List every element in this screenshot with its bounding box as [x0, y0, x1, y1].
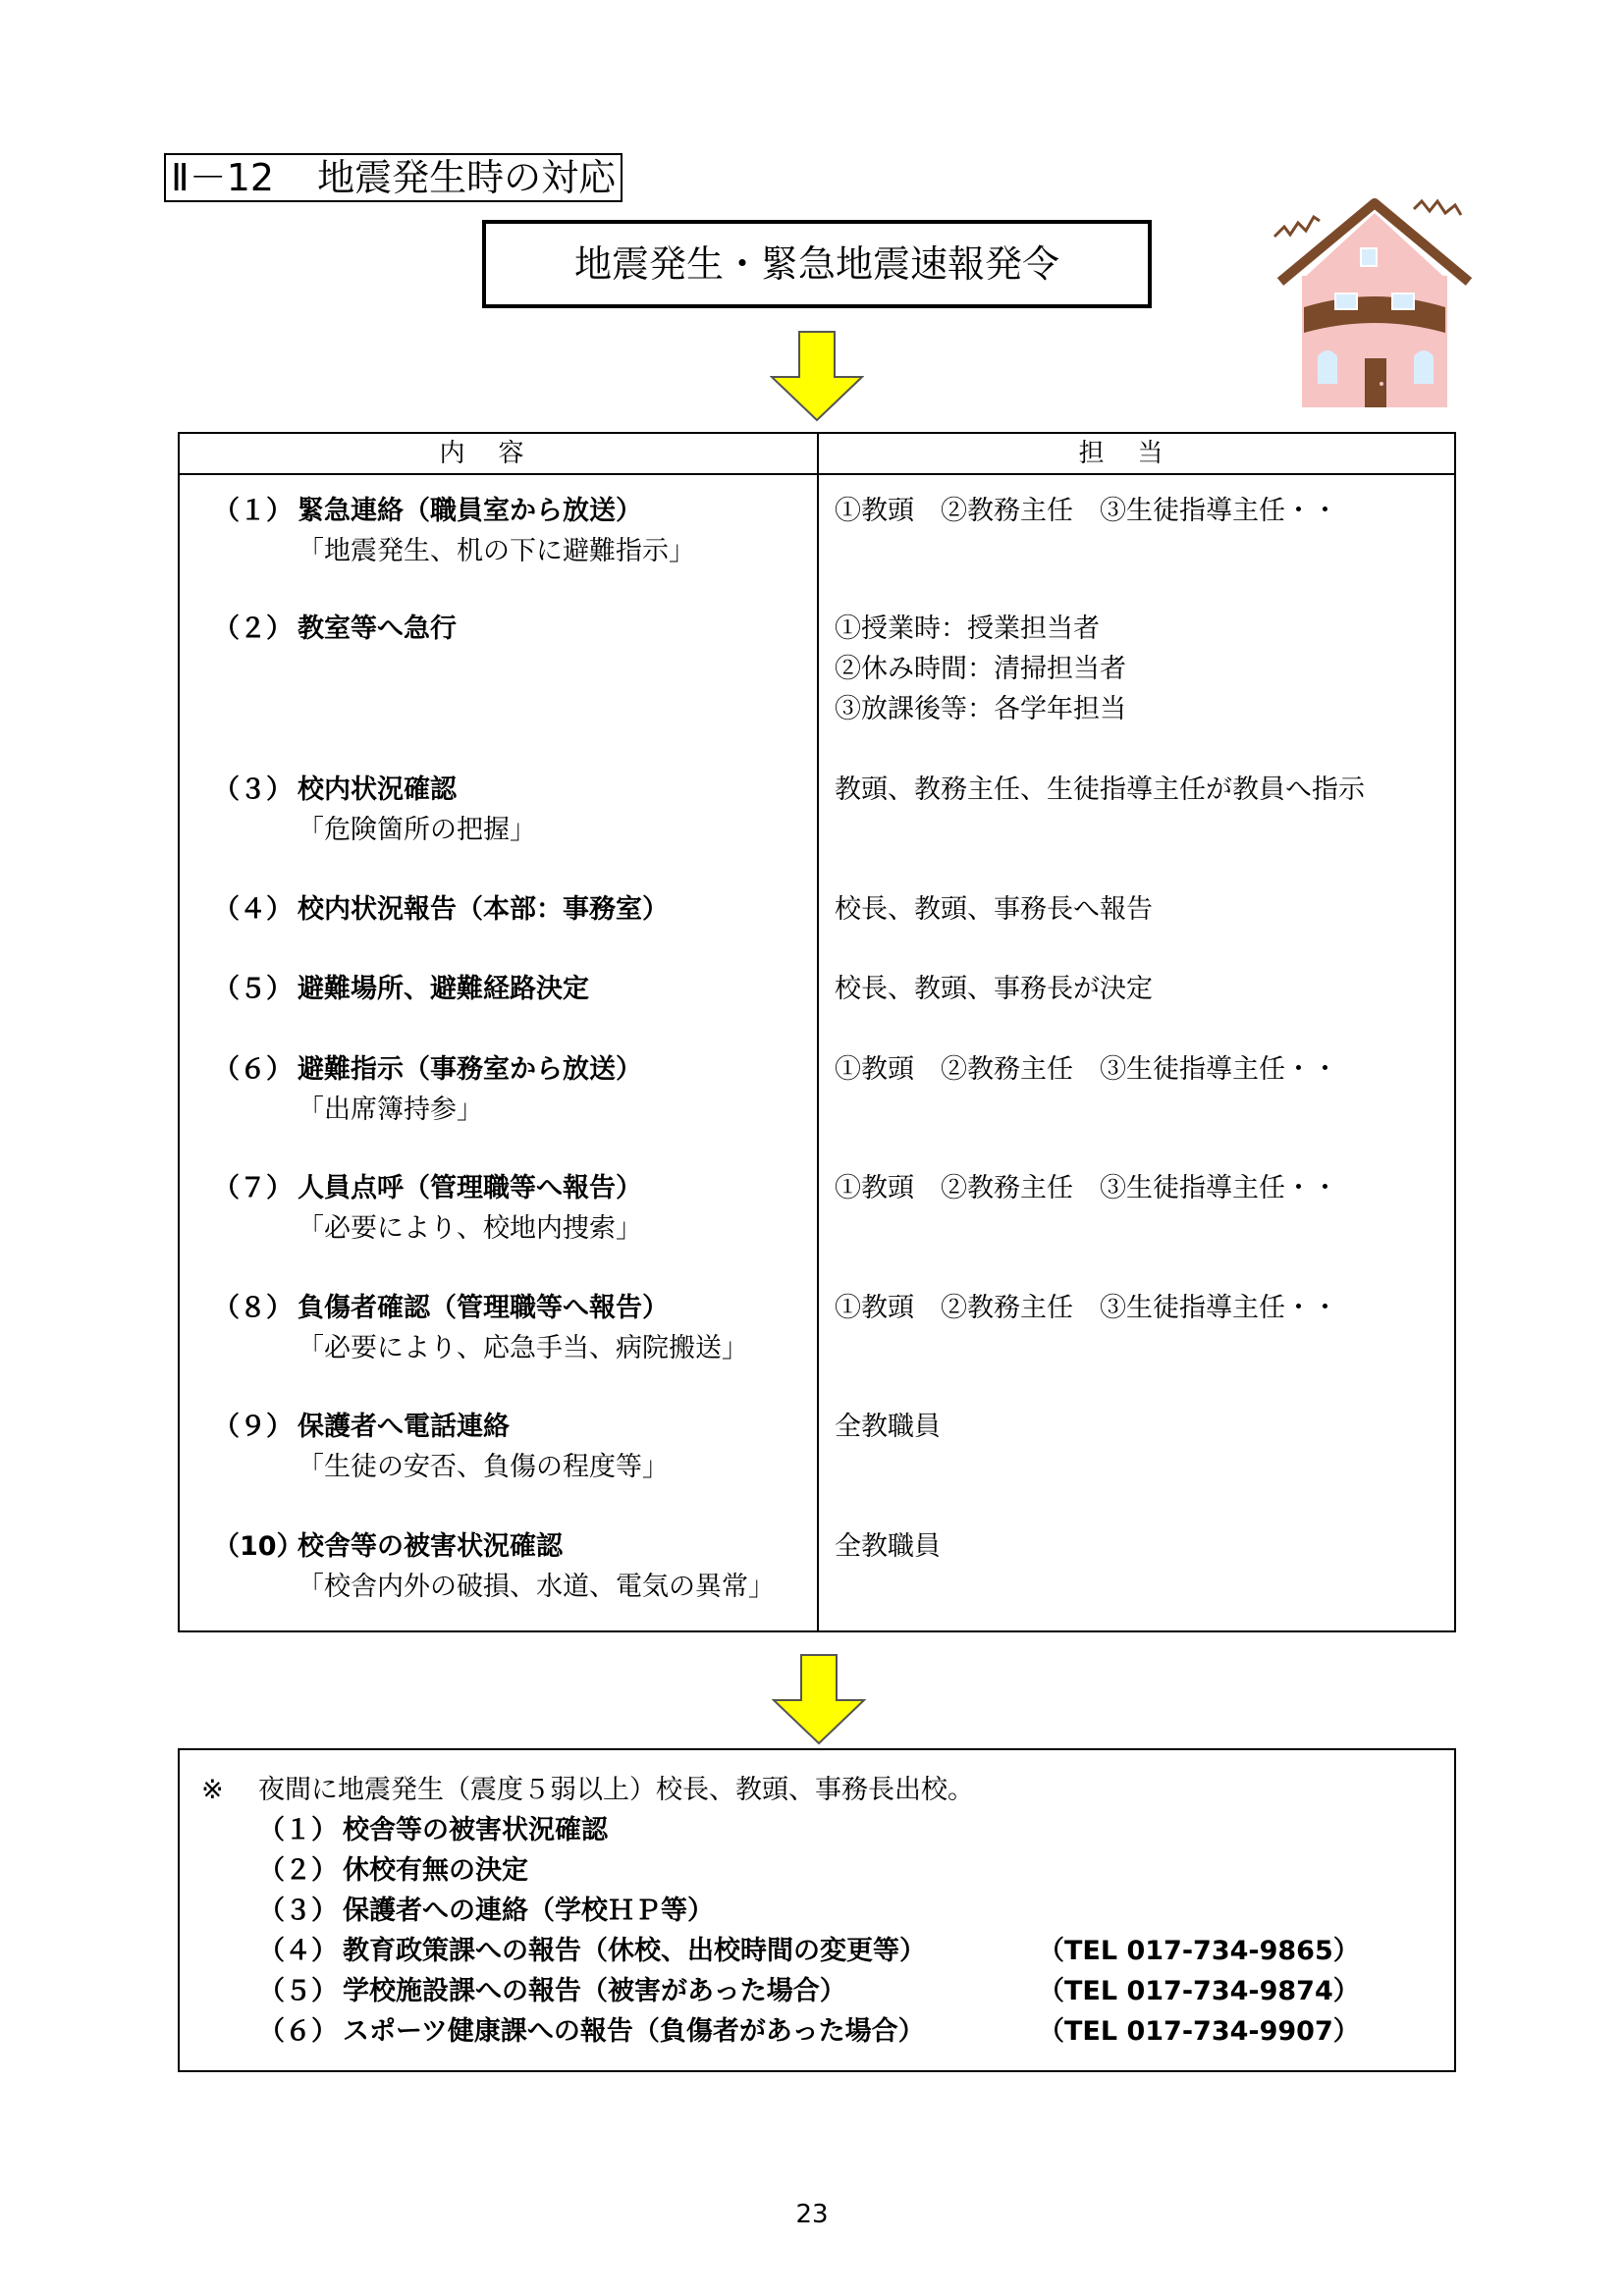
responsible-line: ③放課後等：各学年担当 [835, 694, 1126, 724]
night-list-item [201, 1810, 1454, 1850]
row-content [213, 609, 812, 649]
row-heading-text: 校内状況確認 [298, 774, 457, 805]
responsible-line: 全教職員 [835, 1531, 941, 1562]
row-content [213, 1168, 812, 1249]
night-list-item [201, 1891, 1454, 1931]
row-number: （５） [213, 974, 293, 1004]
responsible-line: 教頭、教務主任、生徒指導主任が教員へ指示 [835, 774, 1365, 805]
row-number: （９） [213, 1412, 293, 1442]
arrow-down-icon [772, 1653, 866, 1745]
row-detail: 「危険箇所の把握」 [298, 815, 536, 845]
row-detail: 「出席簿持参」 [298, 1095, 483, 1125]
night-item-text: スポーツ健康課への報告（負傷者があった場合） [343, 2016, 925, 2047]
row-detail: 「生徒の安否、負傷の程度等」 [298, 1452, 669, 1482]
row-heading-text: 校舎等の被害状況確認 [298, 1531, 563, 1562]
responsible-line: ②休み時間：清掃担当者 [835, 654, 1126, 684]
phone-number: （TEL 017-734-9865） [1038, 1936, 1360, 1966]
responsible-line: ①教頭 ②教務主任 ③生徒指導主任・・ [835, 496, 1338, 526]
night-item-number: （２） [258, 1855, 338, 1886]
row-responsible [835, 770, 1453, 810]
header-content: 内容 [439, 439, 558, 468]
row-detail: 「地震発生、机の下に避難指示」 [298, 536, 695, 566]
phone-number: （TEL 017-734-9874） [1038, 1976, 1360, 2006]
section-title-text: 地震発生時の対応 [317, 156, 617, 199]
responsible-line: 校長、教頭、事務長へ報告 [835, 894, 1153, 925]
row-number: （３） [213, 774, 293, 805]
night-note [201, 1770, 1454, 1810]
row-heading-text: 校内状況報告（本部：事務室） [298, 894, 669, 925]
night-note-text: 夜間に地震発生（震度５弱以上）校長、教頭、事務長出校。 [258, 1775, 974, 1805]
night-item-text: 休校有無の決定 [343, 1855, 528, 1886]
row-responsible [835, 1407, 1453, 1447]
row-content [213, 969, 812, 1009]
responsible-line: ①授業時：授業担当者 [835, 614, 1100, 644]
row-heading [213, 491, 812, 531]
phone-number: （TEL 017-734-9907） [1038, 2016, 1360, 2047]
row-responsible [835, 1168, 1453, 1208]
row-content [213, 1407, 812, 1487]
row-number: （２） [213, 614, 293, 644]
night-item-number: （１） [258, 1815, 338, 1845]
row-heading-text: 人員点呼（管理職等へ報告） [298, 1173, 642, 1203]
row-responsible [835, 1526, 1453, 1567]
row-content [213, 491, 812, 571]
row-content [213, 1526, 812, 1607]
house-shaking-icon [1267, 191, 1483, 412]
night-list-item [201, 2011, 1454, 2052]
row-content [213, 770, 812, 850]
row-heading-text: 負傷者確認（管理職等へ報告） [298, 1293, 669, 1323]
page-number: 23 [795, 2200, 829, 2229]
section-number: Ⅱ－12 [171, 156, 275, 199]
night-item-number: （３） [258, 1896, 338, 1926]
header-responsible: 担当 [1078, 439, 1197, 468]
night-response-box [178, 1748, 1456, 2072]
row-responsible [835, 491, 1453, 531]
row-number: （10） [213, 1531, 303, 1562]
night-list-item [201, 1931, 1454, 1971]
row-number: （４） [213, 894, 293, 925]
row-content [213, 1288, 812, 1368]
night-item-number: （５） [258, 1976, 338, 2006]
arrow-down-icon [770, 330, 864, 422]
row-responsible [835, 609, 1453, 729]
trigger-box: 地震発生・緊急地震速報発令 [482, 220, 1152, 308]
responsible-line: 校長、教頭、事務長が決定 [835, 974, 1153, 1004]
row-content [213, 889, 812, 930]
row-number: （１） [213, 496, 293, 526]
row-heading [213, 889, 812, 930]
responsible-line: 全教職員 [835, 1412, 941, 1442]
row-heading [213, 1526, 812, 1567]
row-detail: 「校舎内外の破損、水道、電気の異常」 [298, 1572, 775, 1602]
row-heading [213, 609, 812, 649]
night-item-number: （４） [258, 1936, 338, 1966]
night-item-text: 学校施設課への報告（被害があった場合） [343, 1976, 846, 2006]
response-table [178, 432, 1456, 1632]
row-responsible [835, 969, 1453, 1009]
row-heading [213, 1049, 812, 1090]
row-responsible [835, 889, 1453, 930]
night-item-text: 教育政策課への報告（休校、出校時間の変更等） [343, 1936, 926, 1966]
night-list-item [201, 1850, 1454, 1891]
responsible-line: ①教頭 ②教務主任 ③生徒指導主任・・ [835, 1293, 1338, 1323]
row-heading [213, 969, 812, 1009]
night-item-number: （６） [258, 2016, 338, 2047]
row-responsible [835, 1049, 1453, 1090]
note-mark: ※ [201, 1775, 224, 1805]
night-list-item [201, 1971, 1454, 2011]
section-title [164, 153, 623, 202]
responsible-line: ①教頭 ②教務主任 ③生徒指導主任・・ [835, 1054, 1338, 1085]
row-heading-text: 緊急連絡（職員室から放送） [298, 496, 642, 526]
row-number: （８） [213, 1293, 293, 1323]
row-heading [213, 770, 812, 810]
row-detail: 「必要により、応急手当、病院搬送」 [298, 1333, 748, 1363]
row-number: （６） [213, 1054, 293, 1085]
row-heading [213, 1288, 812, 1328]
row-heading-text: 避難場所、避難経路決定 [298, 974, 589, 1004]
row-heading [213, 1168, 812, 1208]
night-item-text: 校舎等の被害状況確認 [343, 1815, 608, 1845]
row-heading [213, 1407, 812, 1447]
row-heading-text: 避難指示（事務室から放送） [298, 1054, 642, 1085]
row-number: （７） [213, 1173, 293, 1203]
responsible-line: ①教頭 ②教務主任 ③生徒指導主任・・ [835, 1173, 1338, 1203]
row-responsible [835, 1288, 1453, 1328]
row-heading-text: 保護者へ電話連絡 [298, 1412, 510, 1442]
row-content [213, 1049, 812, 1130]
night-item-text: 保護者への連絡（学校ＨＰ等） [343, 1896, 714, 1926]
row-heading-text: 教室等へ急行 [298, 614, 457, 644]
row-detail: 「必要により、校地内捜索」 [298, 1213, 642, 1244]
